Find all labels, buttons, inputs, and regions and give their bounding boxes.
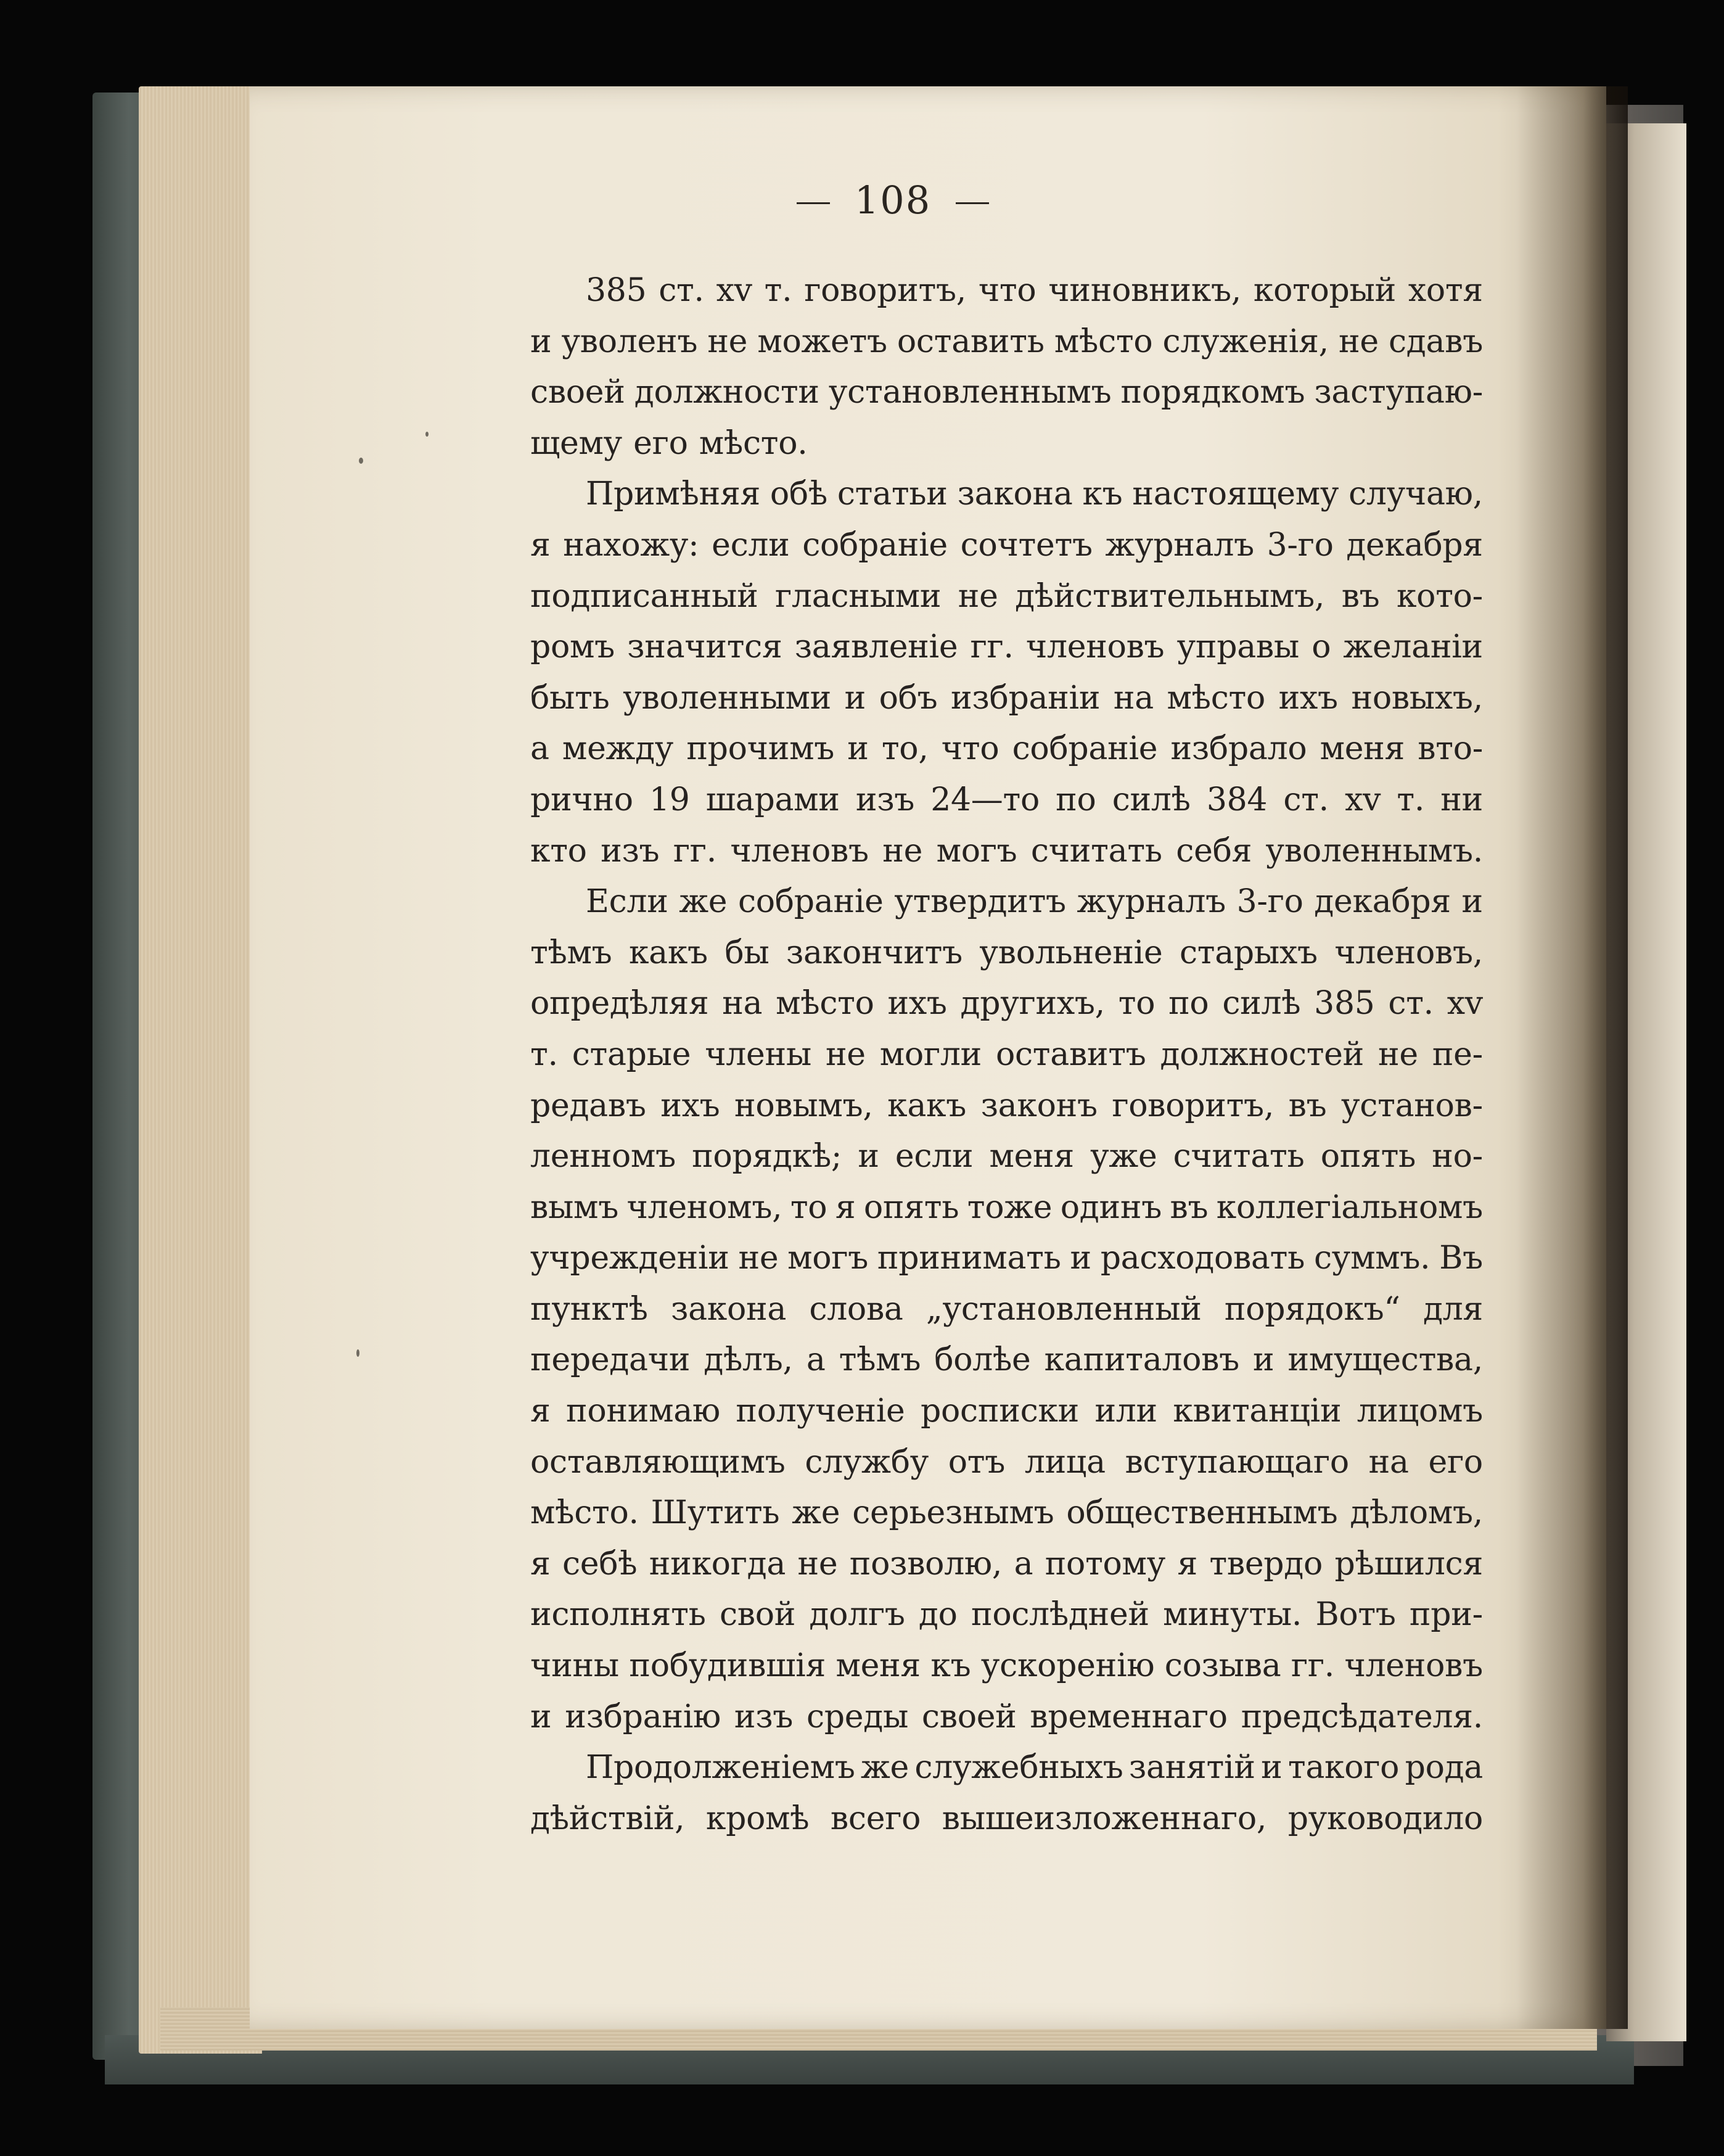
- text-line: [530, 1742, 1483, 1793]
- text-line: [530, 367, 1483, 418]
- paper-speck: [359, 458, 363, 464]
- text-word: на: [1368, 1443, 1409, 1481]
- page-gutter-shadow: [1517, 86, 1628, 2029]
- text-word: для: [1423, 1290, 1483, 1328]
- text-word: отъ: [948, 1443, 1006, 1481]
- text-word: лица: [1024, 1443, 1106, 1481]
- paper-speck: [356, 1349, 359, 1357]
- text-word: ихъ: [887, 985, 947, 1022]
- text-word: послѣдней: [971, 1596, 1149, 1634]
- text-line: [530, 520, 1483, 571]
- text-word: и: [847, 730, 869, 768]
- text-line: [530, 1793, 1483, 1845]
- text-word: ст.: [1283, 781, 1329, 818]
- text-word: желаніи: [1343, 628, 1483, 666]
- text-word: могъ: [787, 1240, 869, 1277]
- text-word: законъ: [980, 1087, 1098, 1124]
- text-line: [530, 418, 1483, 469]
- text-word: лицомъ: [1357, 1393, 1483, 1430]
- text-word: членовъ: [1344, 1647, 1483, 1685]
- text-word: оставитъ: [995, 1035, 1146, 1073]
- text-word: увольненіе: [979, 934, 1163, 971]
- text-word: обѣ: [770, 475, 827, 513]
- text-word: предсѣдателя.: [1241, 1698, 1483, 1735]
- text-word: мѣсто.: [530, 1494, 639, 1532]
- text-word: говоритъ,: [1112, 1087, 1275, 1124]
- text-word: и: [1070, 1240, 1091, 1277]
- text-word: порядокъ“: [1224, 1290, 1400, 1328]
- text-word: Если: [586, 883, 668, 921]
- text-word: управы: [1176, 628, 1299, 666]
- text-word: объ: [879, 679, 938, 717]
- text-word: на: [722, 985, 763, 1022]
- text-word: меня: [835, 1647, 921, 1685]
- text-word: заявленіе: [794, 628, 958, 666]
- page-number: [0, 178, 1724, 223]
- text-word: журналъ: [1105, 526, 1254, 564]
- text-word: кото-: [1396, 577, 1483, 615]
- text-word: къ: [930, 1647, 971, 1685]
- text-word: до: [918, 1596, 958, 1634]
- text-line: [530, 673, 1483, 724]
- text-word: собраніе: [737, 883, 884, 921]
- text-word: минуты.: [1163, 1596, 1302, 1634]
- text-word: не: [882, 832, 923, 870]
- text-word: 3-го: [1236, 883, 1303, 921]
- text-word: полученіе: [736, 1393, 905, 1430]
- text-word: изъ: [855, 781, 915, 818]
- page-body-text: [530, 265, 1483, 1844]
- text-word: утвердитъ: [894, 883, 1066, 921]
- text-word: то: [1118, 985, 1155, 1022]
- text-word: членовъ: [1025, 628, 1165, 666]
- text-word: порядкомъ: [1120, 374, 1305, 411]
- text-word: тоже: [967, 1188, 1053, 1226]
- text-word: и: [858, 1138, 879, 1175]
- text-word: бы: [724, 934, 770, 971]
- text-word: ст.: [659, 272, 704, 309]
- text-word: меня: [989, 1138, 1074, 1175]
- page-number-value: 108: [854, 178, 932, 223]
- text-word: членовъ,: [1334, 934, 1483, 971]
- text-word: я: [530, 1393, 551, 1430]
- text-word: пунктѣ: [530, 1290, 648, 1328]
- text-word: изъ: [601, 832, 660, 870]
- text-word: служебныхъ: [914, 1749, 1123, 1787]
- text-word: что: [978, 272, 1036, 309]
- text-word: уже: [1090, 1138, 1157, 1175]
- text-word: учрежденіи: [530, 1240, 729, 1277]
- text-word: редавъ: [530, 1087, 646, 1124]
- text-word: могли: [879, 1035, 982, 1073]
- text-word: службу: [805, 1443, 929, 1481]
- text-word: его: [1428, 1443, 1483, 1481]
- text-word: хотя: [1408, 272, 1483, 309]
- text-line: [530, 978, 1483, 1029]
- text-word: должности: [634, 374, 819, 411]
- text-word: къ: [1082, 475, 1123, 513]
- text-line: [530, 1692, 1483, 1743]
- text-word: вымъ: [530, 1188, 618, 1226]
- text-word: твердо: [1209, 1545, 1323, 1582]
- text-word: 385: [1314, 985, 1375, 1022]
- text-word: мѣсто.: [699, 424, 808, 462]
- text-word: дѣломъ,: [1350, 1494, 1483, 1532]
- text-word: не: [958, 577, 998, 615]
- text-word: не: [738, 1240, 779, 1277]
- text-word: созыва: [1164, 1647, 1281, 1685]
- text-word: xv: [1345, 781, 1381, 818]
- text-word: коллегіальномъ: [1216, 1188, 1483, 1226]
- text-word: ускоренію: [980, 1647, 1155, 1685]
- text-word: и: [844, 679, 866, 717]
- text-word: можетъ: [757, 323, 887, 360]
- text-word: никогда: [649, 1545, 786, 1582]
- text-word: а: [530, 730, 549, 768]
- text-word: то: [790, 1188, 827, 1226]
- text-word: всего: [830, 1800, 921, 1837]
- text-word: же: [861, 1749, 909, 1787]
- text-word: рично: [530, 781, 633, 818]
- text-word: xv: [1447, 985, 1483, 1022]
- page-number-dash-right: [956, 202, 989, 204]
- text-line: [530, 316, 1483, 368]
- text-word: оставляющимъ: [530, 1443, 786, 1481]
- text-word: старыхъ: [1179, 934, 1318, 971]
- text-word: то,: [881, 730, 929, 768]
- text-word: декабря: [1314, 883, 1451, 921]
- text-word: должностей: [1160, 1035, 1365, 1073]
- text-word: кто: [530, 832, 587, 870]
- text-word: тѣмъ: [839, 1341, 921, 1379]
- text-word: я: [835, 1188, 856, 1226]
- text-word: дѣйствій,: [530, 1800, 685, 1837]
- text-word: руководило: [1287, 1800, 1483, 1837]
- text-word: имущества,: [1287, 1341, 1483, 1379]
- text-word: серьезнымъ: [852, 1494, 1054, 1532]
- text-line: [530, 826, 1483, 877]
- text-word: статьи: [837, 475, 948, 513]
- text-word: долгъ: [809, 1596, 905, 1634]
- text-word: потому: [1045, 1545, 1165, 1582]
- text-line: [530, 1437, 1483, 1488]
- text-word: при-: [1409, 1596, 1483, 1634]
- text-word: декабря: [1346, 526, 1483, 564]
- text-word: члены: [705, 1035, 811, 1073]
- text-word: такого: [1287, 1749, 1400, 1787]
- text-word: между: [562, 730, 674, 768]
- text-word: своей: [921, 1698, 1017, 1735]
- text-line: [530, 723, 1483, 775]
- text-word: въ: [1170, 1188, 1209, 1226]
- text-word: понимаю: [566, 1393, 720, 1430]
- text-word: закончитъ: [786, 934, 963, 971]
- text-word: сдавъ: [1388, 323, 1483, 360]
- text-word: или: [1094, 1393, 1157, 1430]
- text-word: въ: [1341, 577, 1380, 615]
- text-word: росписки: [921, 1393, 1079, 1430]
- text-word: же: [792, 1494, 840, 1532]
- text-word: установ-: [1341, 1087, 1483, 1124]
- text-word: членовъ: [730, 832, 869, 870]
- text-word: я: [530, 1545, 551, 1582]
- text-word: случаю,: [1348, 475, 1483, 513]
- text-word: же: [679, 883, 728, 921]
- text-word: xv: [716, 272, 752, 309]
- text-word: если: [895, 1138, 974, 1175]
- text-word: дѣйствительнымъ,: [1015, 577, 1325, 615]
- text-line: [530, 1131, 1483, 1182]
- text-word: мѣсто: [776, 985, 874, 1022]
- text-word: значится: [627, 628, 782, 666]
- text-word: опредѣляя: [530, 985, 709, 1022]
- text-word: 19: [649, 781, 690, 818]
- text-word: изъ: [734, 1698, 794, 1735]
- text-word: Вотъ: [1315, 1596, 1396, 1634]
- text-word: уволеннымъ.: [1265, 832, 1483, 870]
- text-word: своей: [530, 374, 625, 411]
- text-word: временнаго: [1030, 1698, 1228, 1735]
- text-word: принимать: [877, 1240, 1061, 1277]
- text-word: настоящему: [1132, 475, 1339, 513]
- text-line: [530, 1386, 1483, 1437]
- paper-speck: [425, 432, 429, 437]
- text-word: одинъ: [1060, 1188, 1162, 1226]
- text-line: [530, 1080, 1483, 1132]
- text-line: [530, 1539, 1483, 1590]
- text-word: членомъ,: [626, 1188, 782, 1226]
- text-word: передачи: [530, 1341, 691, 1379]
- text-word: шарами: [705, 781, 840, 818]
- text-line: [530, 1640, 1483, 1692]
- text-word: мѣсто: [1167, 679, 1266, 717]
- text-word: я: [1177, 1545, 1197, 1582]
- text-word: считать: [1030, 832, 1162, 870]
- text-line: [530, 265, 1483, 316]
- text-word: журналъ: [1077, 883, 1226, 921]
- text-line: [530, 1487, 1483, 1539]
- text-line: [530, 622, 1483, 673]
- text-word: вто-: [1418, 730, 1483, 768]
- text-word: дѣлъ,: [704, 1341, 793, 1379]
- text-word: меня: [1320, 730, 1405, 768]
- text-word: ихъ: [1278, 679, 1338, 717]
- text-word: „установленный: [926, 1290, 1202, 1328]
- text-word: и: [1253, 1341, 1275, 1379]
- text-word: уволенными: [623, 679, 831, 717]
- text-word: считать: [1173, 1138, 1305, 1175]
- text-word: расходовать: [1100, 1240, 1305, 1277]
- text-word: 384: [1206, 781, 1268, 818]
- text-word: старые: [572, 1035, 691, 1073]
- text-word: среды: [806, 1698, 909, 1735]
- text-word: гласными: [775, 577, 942, 615]
- text-word: избранію: [565, 1698, 721, 1735]
- text-word: силѣ: [1222, 985, 1301, 1022]
- text-word: ленномъ: [530, 1138, 676, 1175]
- page-number-dash-left: [797, 202, 830, 204]
- text-word: исполнять: [530, 1596, 706, 1634]
- text-word: служенія,: [1162, 323, 1329, 360]
- text-word: кромѣ: [705, 1800, 810, 1837]
- text-word: т.: [530, 1035, 558, 1073]
- text-word: по: [1168, 985, 1209, 1022]
- text-word: избрало: [1170, 730, 1307, 768]
- text-word: рѣшился: [1334, 1545, 1483, 1582]
- text-word: оставить: [897, 323, 1045, 360]
- text-word: Въ: [1439, 1240, 1483, 1277]
- text-word: и: [1261, 1749, 1283, 1787]
- text-word: себя: [1176, 832, 1252, 870]
- text-word: уволенъ: [561, 323, 698, 360]
- text-word: подписанный: [530, 577, 758, 615]
- text-line: [530, 1335, 1483, 1386]
- text-word: по: [1056, 781, 1096, 818]
- text-word: но-: [1432, 1138, 1483, 1175]
- text-line: [530, 1233, 1483, 1284]
- text-line: [530, 571, 1483, 622]
- text-line: [530, 1182, 1483, 1233]
- text-word: рода: [1405, 1749, 1483, 1787]
- text-word: и: [530, 1698, 552, 1735]
- text-word: побудившія: [629, 1647, 826, 1685]
- text-word: ромъ: [530, 628, 615, 666]
- text-word: Продолженіемъ: [586, 1749, 855, 1787]
- text-word: его: [633, 424, 688, 462]
- text-word: въ: [1288, 1087, 1327, 1124]
- text-word: мѣсто: [1054, 323, 1153, 360]
- text-word: квитанціи: [1173, 1393, 1342, 1430]
- text-word: ни: [1440, 781, 1483, 818]
- text-word: 24—то: [930, 781, 1040, 818]
- text-word: вышеизложеннаго,: [942, 1800, 1267, 1837]
- text-word: суммъ.: [1313, 1240, 1431, 1277]
- text-word: я: [530, 526, 551, 564]
- text-word: другихъ,: [960, 985, 1105, 1022]
- text-line: [530, 876, 1483, 928]
- text-word: не: [1338, 323, 1379, 360]
- text-word: т.: [1397, 781, 1425, 818]
- text-line: [530, 1589, 1483, 1640]
- text-word: закона: [671, 1290, 787, 1328]
- text-word: себѣ: [562, 1545, 638, 1582]
- text-word: не: [797, 1545, 838, 1582]
- text-word: чиновникъ,: [1048, 272, 1241, 309]
- text-word: свой: [719, 1596, 796, 1634]
- text-word: какъ: [887, 1087, 967, 1124]
- text-word: прочимъ: [686, 730, 835, 768]
- text-word: и: [1461, 883, 1483, 921]
- text-word: могъ: [936, 832, 1017, 870]
- text-word: не: [825, 1035, 866, 1073]
- text-word: закона: [957, 475, 1073, 513]
- text-word: сочтетъ: [960, 526, 1093, 564]
- text-word: щему: [530, 424, 622, 462]
- text-word: пе-: [1432, 1035, 1483, 1073]
- text-line: [530, 775, 1483, 826]
- text-word: не: [1378, 1035, 1418, 1073]
- text-word: быть: [530, 679, 610, 717]
- text-word: ст.: [1388, 985, 1434, 1022]
- text-word: избраніи: [951, 679, 1101, 717]
- text-word: говоритъ,: [804, 272, 966, 309]
- text-word: собраніе: [802, 526, 948, 564]
- text-word: гг.: [673, 832, 716, 870]
- text-word: гг.: [1291, 1647, 1335, 1685]
- text-word: если: [712, 526, 790, 564]
- text-word: общественнымъ: [1066, 1494, 1338, 1532]
- text-word: болѣе: [934, 1341, 1031, 1379]
- text-word: не: [707, 323, 748, 360]
- text-word: тѣмъ: [530, 934, 612, 971]
- text-word: позволю,: [849, 1545, 1003, 1582]
- text-word: 3-го: [1266, 526, 1334, 564]
- text-word: силѣ: [1112, 781, 1191, 818]
- text-word: о: [1311, 628, 1331, 666]
- text-line: [530, 1284, 1483, 1335]
- text-word: что: [941, 730, 1000, 768]
- text-word: на: [1113, 679, 1154, 717]
- text-word: опять: [1320, 1138, 1416, 1175]
- text-line: [530, 469, 1483, 520]
- text-word: т.: [764, 272, 792, 309]
- text-word: новымъ,: [734, 1087, 873, 1124]
- text-word: который: [1253, 272, 1396, 309]
- text-word: а: [1014, 1545, 1033, 1582]
- text-word: какъ: [628, 934, 708, 971]
- text-word: вступающаго: [1125, 1443, 1349, 1481]
- text-word: нахожу:: [563, 526, 699, 564]
- text-word: собраніе: [1012, 730, 1158, 768]
- text-word: 385: [586, 272, 647, 309]
- text-word: порядкѣ;: [692, 1138, 842, 1175]
- text-word: занятій: [1128, 1749, 1255, 1787]
- text-word: слова: [809, 1290, 903, 1328]
- text-word: капиталовъ: [1044, 1341, 1239, 1379]
- page-edges: [139, 86, 262, 2054]
- text-word: Примѣняя: [586, 475, 760, 513]
- text-word: установленнымъ: [828, 374, 1112, 411]
- text-word: гг.: [970, 628, 1014, 666]
- text-line: [530, 928, 1483, 979]
- text-word: и: [530, 323, 552, 360]
- text-word: а: [806, 1341, 826, 1379]
- text-word: ихъ: [660, 1087, 720, 1124]
- text-word: заступаю-: [1314, 374, 1483, 411]
- text-word: опять: [863, 1188, 959, 1226]
- text-word: чины: [530, 1647, 619, 1685]
- text-word: Шутить: [651, 1494, 780, 1532]
- text-word: новыхъ,: [1351, 679, 1483, 717]
- text-line: [530, 1029, 1483, 1080]
